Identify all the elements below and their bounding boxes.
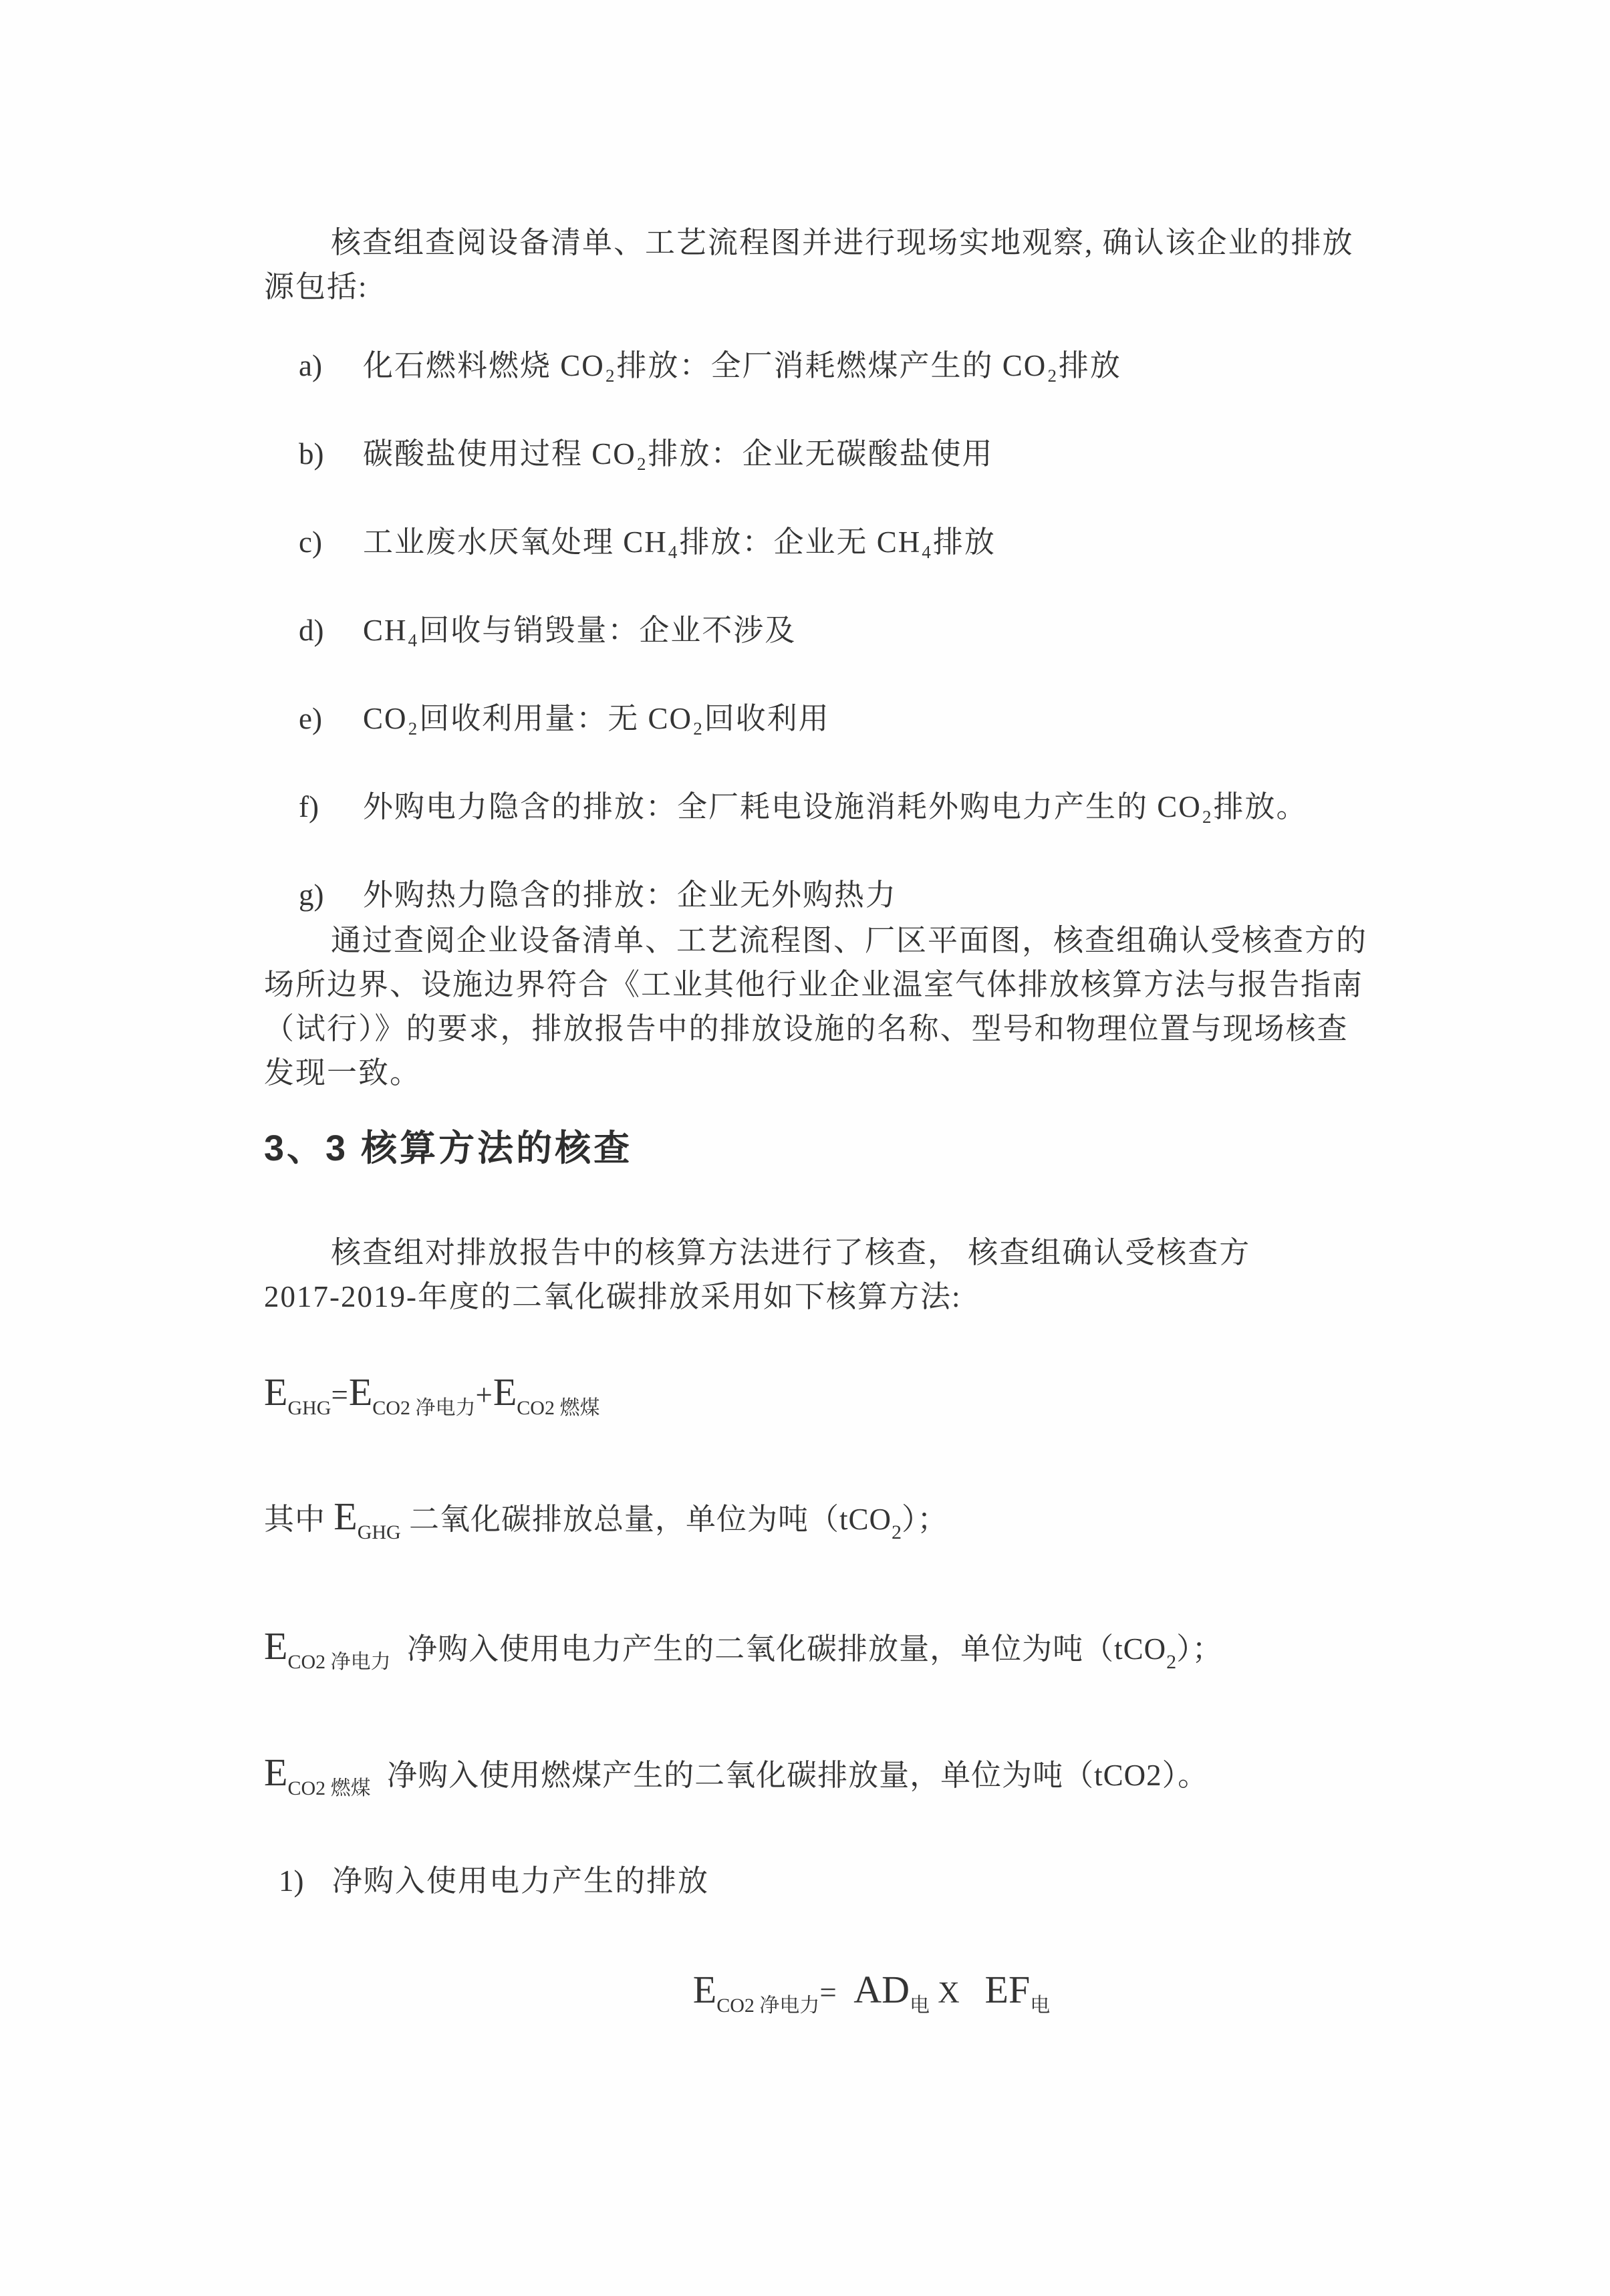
item-marker: a): [299, 349, 322, 382]
formula-electricity-emissions: [264, 1966, 1379, 2016]
formula-subscript: CO2 净电力: [372, 1397, 476, 1419]
numbered-item-electricity: [264, 1859, 1379, 1903]
text-line: 核查组对排放报告中的核算方法进行了核查， 核查组确认受核查方: [331, 1236, 1251, 1269]
text-line: 通过查阅企业设备清单、工艺流程图、厂区平面图，核查组确认受核查方的: [331, 924, 1368, 957]
formula-term: E: [264, 1624, 288, 1668]
formula-subscript: CO2 燃煤: [287, 1777, 371, 1799]
formula-term: EF: [984, 1968, 1031, 2011]
emission-sources-list: [264, 344, 1379, 917]
emission-source-item: [264, 520, 1379, 564]
formula-subscript: GHG: [287, 1397, 331, 1419]
formula-subscript: 电: [910, 1995, 930, 2017]
text-line: 源包括:: [264, 270, 368, 303]
text-line: 核查组查阅设备清单、工艺流程图并进行现场实地观察, 确认该企业的排放: [331, 226, 1354, 259]
formula-subscript: CO2 净电力: [287, 1651, 391, 1673]
text-line: （试行）》的要求，排放报告中的排放设施的名称、型号和物理位置与现场核查: [264, 1012, 1349, 1045]
boundary-paragraph: [264, 918, 1379, 1095]
page-content: [264, 221, 1379, 2016]
emission-source-item: [264, 608, 1379, 652]
formula-term: X: [930, 1976, 985, 2009]
item-marker: e): [299, 702, 322, 735]
item-marker: c): [299, 525, 322, 559]
formula-subscript: CO2 净电力: [716, 1995, 820, 2017]
definition-total-emissions: [264, 1493, 1379, 1543]
formula-subscript: GHG: [357, 1521, 401, 1543]
formula-subscript: 电: [1030, 1995, 1051, 2017]
formula-subscript: 2: [891, 1521, 902, 1543]
formula-total-emissions: [264, 1369, 1379, 1418]
item-text: 净购入使用电力产生的排放: [332, 1864, 710, 1898]
emission-source-item: [264, 344, 1379, 388]
method-paragraph: [264, 1231, 1379, 1319]
formula-term: 净购入使用电力产生的二氧化碳排放量，单位为吨（tCO: [390, 1632, 1167, 1666]
emission-source-item: [264, 785, 1379, 829]
text-line: 发现一致。: [264, 1056, 422, 1090]
definition-coal-emissions: [264, 1749, 1379, 1799]
item-text: 工业废水厌氧处理 CH₄排放：企业无 CH₄排放: [363, 525, 996, 559]
formula-term: E: [333, 1495, 358, 1538]
item-marker: g): [299, 878, 324, 912]
formula-term: =: [331, 1378, 349, 1412]
intro-paragraph: [264, 221, 1379, 309]
formula-term: +: [475, 1378, 493, 1412]
formula-term: E: [348, 1370, 373, 1414]
item-text: 外购热力隐含的排放：企业无外购热力: [363, 878, 898, 912]
emission-source-item: [264, 432, 1379, 476]
emission-source-item: [264, 873, 1379, 917]
formula-term: E: [692, 1968, 717, 2011]
formula-term: 其中: [264, 1503, 334, 1536]
formula-term: E: [493, 1370, 517, 1414]
item-text: 外购电力隐含的排放：全厂耗电设施消耗外购电力产生的 CO₂排放。: [363, 790, 1308, 823]
formula-term: AD: [853, 1968, 910, 2011]
formula-term: =: [819, 1976, 854, 2009]
item-marker: d): [299, 614, 324, 647]
formula-term: 净购入使用燃煤产生的二氧化碳排放量，单位为吨（tCO2）。: [370, 1759, 1209, 1792]
formula-subscript: CO2 燃煤: [517, 1397, 600, 1419]
item-text: 化石燃料燃烧 CO₂排放：全厂消耗燃煤产生的 CO₂排放: [363, 349, 1121, 382]
item-marker: 1): [279, 1864, 304, 1898]
item-text: CH₄回收与销毁量：企业不涉及: [363, 614, 797, 647]
formula-term: E: [264, 1370, 288, 1414]
item-marker: f): [299, 790, 319, 823]
definition-electricity-emissions: [264, 1623, 1379, 1672]
formula-term: ）；: [1176, 1632, 1223, 1666]
text-line: 场所边界、设施边界符合《工业其他行业企业温室气体排放核算方法与报告指南: [264, 968, 1364, 1001]
formula-term: ）；: [901, 1503, 948, 1536]
item-text: 碳酸盐使用过程 CO₂排放：企业无碳酸盐使用: [363, 437, 994, 471]
item-text: CO₂回收利用量：无 CO₂回收利用: [363, 702, 830, 735]
emission-source-item: [264, 696, 1379, 741]
text-line: 2017-2019-年度的二氧化碳排放采用如下核算方法:: [264, 1280, 962, 1313]
formula-term: E: [264, 1751, 288, 1794]
section-heading: 3、3 核算方法的核查: [264, 1128, 633, 1168]
formula-term: 二氧化碳排放总量，单位为吨（tCO: [400, 1503, 892, 1536]
formula-subscript: 2: [1166, 1651, 1177, 1673]
item-marker: b): [299, 437, 324, 471]
